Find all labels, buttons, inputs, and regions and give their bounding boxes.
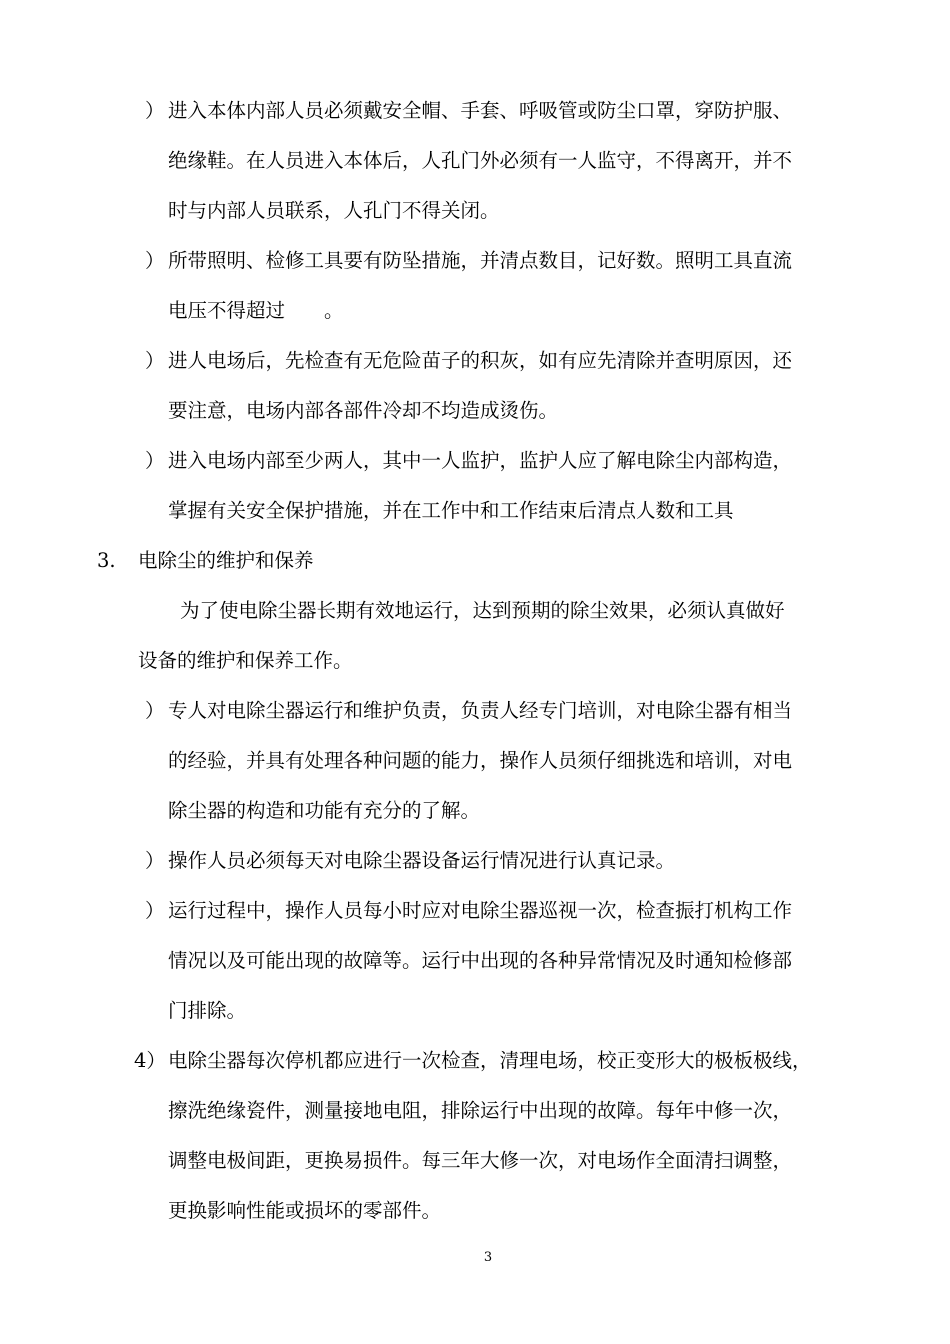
list-item-marker: ） (145, 699, 165, 722)
list-item-line: 电除尘器每次停机都应进行一次检查，清理电场，校正变形大的极板极线， (168, 1049, 812, 1072)
list-item-marker: ） (145, 99, 165, 122)
list-item-line: 要注意，电场内部各部件冷却不均造成烫伤。 (168, 399, 559, 422)
list-item-line: 擦洗绝缘瓷件，测量接地电阻，排除运行中出现的故障。每年中修一次， (168, 1099, 793, 1122)
list-item-line: 运行过程中，操作人员每小时应对电除尘器巡视一次，检查振打机构工作 (168, 899, 793, 922)
list-item-marker: 4） (134, 1049, 166, 1072)
list-item-line: 进人电场后，先检查有无危险苗子的积灰，如有应先清除并查明原因，还 (168, 349, 793, 372)
list-item-line: 进入电场内部至少两人，其中一人监护，监护人应了解电除尘内部构造， (168, 449, 793, 472)
list-item-line: 掌握有关安全保护措施，并在工作中和工作结束后清点人数和工具 (168, 499, 734, 522)
list-item-line: 情况以及可能出现的故障等。运行中出现的各种异常情况及时通知检修部 (168, 949, 793, 972)
list-item-marker: ） (145, 849, 165, 872)
paragraph-line: 设备的维护和保养工作。 (138, 649, 353, 672)
list-item-line: 的经验，并具有处理各种问题的能力，操作人员须仔细挑选和培训，对电 (168, 749, 793, 772)
list-item-marker: ） (145, 899, 165, 922)
list-item-line: 操作人员必须每天对电除尘器设备运行情况进行认真记录。 (168, 849, 676, 872)
paragraph-line: 为了使电除尘器长期有效地运行，达到预期的除尘效果，必须认真做好 (180, 599, 785, 622)
list-item-line: 进入本体内部人员必须戴安全帽、手套、呼吸管或防尘口罩，穿防护服、 (168, 99, 793, 122)
list-item-line: 所带照明、检修工具要有防坠措施，并清点数目，记好数。照明工具直流 (168, 249, 793, 272)
page-number: 3 (483, 1250, 493, 1265)
section-title: 电除尘的维护和保养 (138, 549, 314, 572)
list-item-marker: ） (145, 249, 165, 272)
list-item-marker: ） (145, 349, 165, 372)
list-item-line: 专人对电除尘器运行和维护负责，负责人经专门培训，对电除尘器有相当 (168, 699, 793, 722)
list-item-line: 时与内部人员联系，人孔门不得关闭。 (168, 199, 500, 222)
list-item-line: 除尘器的构造和功能有充分的了解。 (168, 799, 481, 822)
list-item-line: 绝缘鞋。在人员进入本体后，人孔门外必须有一人监守，不得离开，并不 (168, 149, 793, 172)
section-number: 3. (97, 549, 116, 572)
list-item-marker: ） (145, 449, 165, 472)
list-item-line: 门排除。 (168, 999, 247, 1022)
list-item-line: 电压不得超过 。 (168, 299, 344, 322)
list-item-line: 调整电极间距，更换易损件。每三年大修一次，对电场作全面清扫调整， (168, 1149, 793, 1172)
list-item-line: 更换影响性能或损坏的零部件。 (168, 1199, 442, 1222)
